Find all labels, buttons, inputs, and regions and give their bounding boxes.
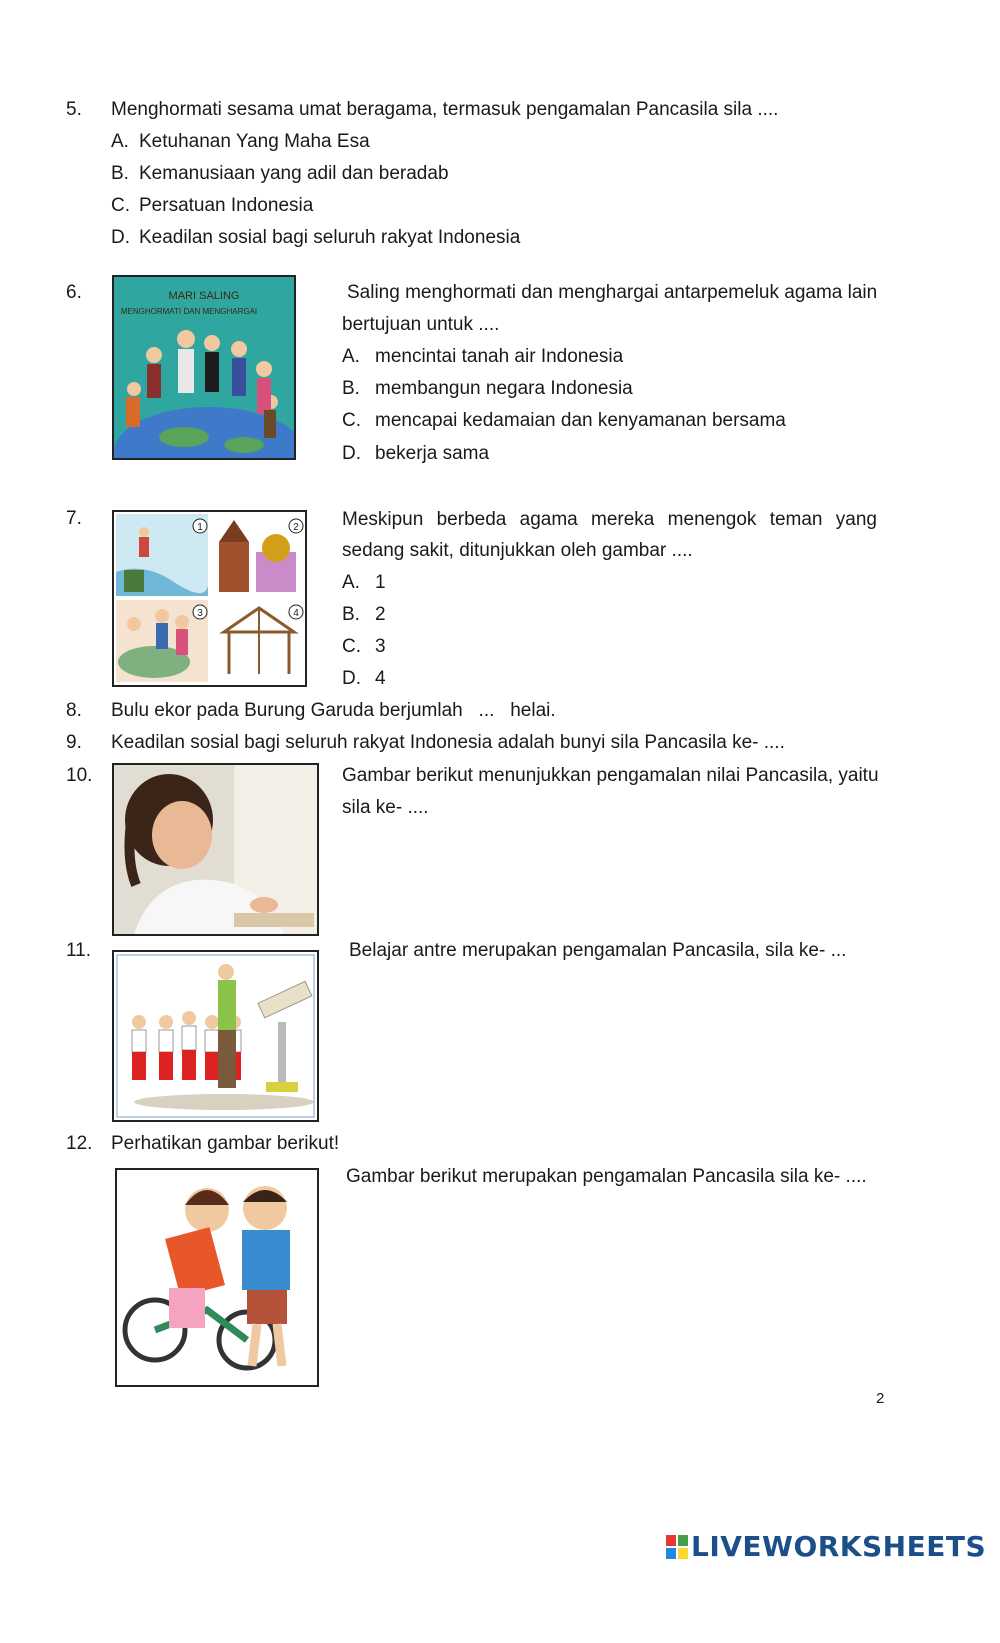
q10-image	[112, 763, 319, 936]
q11-number: 11.	[66, 940, 92, 961]
q6-question-line1: Saling menghormati dan menghargai antarpemeluk agama lain	[347, 282, 878, 303]
q5-option-a: Ketuhanan Yang Maha Esa	[139, 131, 370, 152]
four-panel-illustration	[114, 512, 305, 685]
q12-number: 12.	[66, 1133, 93, 1154]
panel-label-1: 1	[197, 522, 203, 533]
q7-option-a: 1	[375, 572, 386, 593]
q8-number: 8.	[66, 700, 82, 721]
q5-option-d: Keadilan sosial bagi seluruh rakyat Indonesia	[139, 227, 521, 248]
q5-option-c: Persatuan Indonesia	[139, 195, 314, 216]
q8-question: Bulu ekor pada Burung Garuda berjumlah ... helai.	[111, 700, 556, 721]
q9-question: Keadilan sosial bagi seluruh rakyat Indonesia adalah bunyi sila Pancasila ke- ....	[111, 732, 785, 753]
q5-option-c-letter: C.	[111, 195, 130, 216]
q6-option-a: mencintai tanah air Indonesia	[375, 346, 624, 367]
q7-option-b-letter: B.	[342, 604, 360, 625]
q7-option-d: 4	[375, 668, 386, 689]
q6-option-c-letter: C.	[342, 410, 361, 431]
q12-image	[115, 1168, 319, 1387]
q10-number: 10.	[66, 765, 93, 786]
q6-option-c: mencapai kedamaian dan kenyamanan bersama	[375, 410, 786, 431]
helping-friend-illustration	[117, 1170, 317, 1385]
q7-number: 7.	[66, 508, 82, 529]
q6-option-a-letter: A.	[342, 346, 360, 367]
q7-option-c: 3	[375, 636, 386, 657]
panel-label-4: 4	[293, 608, 299, 619]
page-number: 2	[876, 1390, 885, 1407]
q7-question-line1: Meskipun berbeda agama mereka menengok teman yang	[342, 509, 877, 530]
q11-question: Belajar antre merupakan pengamalan Pancasila, sila ke- ...	[349, 940, 847, 961]
q5-question: Menghormati sesama umat beragama, termasuk pengamalan Pancasila sila ....	[111, 99, 779, 120]
q5-option-b: Kemanusiaan yang adil dan beradab	[139, 163, 449, 184]
q7-image-grid	[112, 510, 307, 687]
q5-option-a-letter: A.	[111, 131, 129, 152]
q7-question-line2: sedang sakit, ditunjukkan oleh gambar ....	[342, 540, 693, 561]
q6-option-d: bekerja sama	[375, 443, 490, 464]
brand-wordmark[interactable]: LIVEWORKSHEETS	[691, 1530, 987, 1563]
liveworksheets-logo-icon	[666, 1535, 688, 1559]
q11-image	[112, 950, 319, 1122]
q10-question-line2: sila ke- ....	[342, 797, 429, 818]
q7-option-d-letter: D.	[342, 668, 361, 689]
q6-question-line2: bertujuan untuk ....	[342, 314, 500, 335]
q5-number: 5.	[66, 99, 82, 120]
q6-option-b-letter: B.	[342, 378, 360, 399]
q12-intro: Perhatikan gambar berikut!	[111, 1133, 340, 1154]
queue-illustration	[114, 952, 317, 1120]
girl-reading-illustration	[114, 765, 317, 934]
q10-question-line1: Gambar berikut menunjukkan pengamalan nilai Pancasila, yaitu	[342, 765, 879, 786]
q7-option-a-letter: A.	[342, 572, 360, 593]
panel-label-2: 2	[293, 522, 299, 533]
q5-option-d-letter: D.	[111, 227, 130, 248]
panel-label-3: 3	[197, 608, 203, 619]
q6-image-caption-2: MENGHORMATI DAN MENGHARGAI	[120, 307, 258, 316]
q6-number: 6.	[66, 282, 82, 303]
q7-option-c-letter: C.	[342, 636, 361, 657]
q5-option-b-letter: B.	[111, 163, 129, 184]
respect-illustration	[114, 277, 294, 458]
q7-option-b: 2	[375, 604, 386, 625]
q6-option-d-letter: D.	[342, 443, 361, 464]
q6-image	[112, 275, 296, 460]
q12-question: Gambar berikut merupakan pengamalan Pancasila sila ke- ....	[346, 1166, 867, 1187]
q6-image-caption-1: MARI SALING	[168, 290, 240, 302]
q6-option-b: membangun negara Indonesia	[375, 378, 633, 399]
q9-number: 9.	[66, 732, 82, 753]
